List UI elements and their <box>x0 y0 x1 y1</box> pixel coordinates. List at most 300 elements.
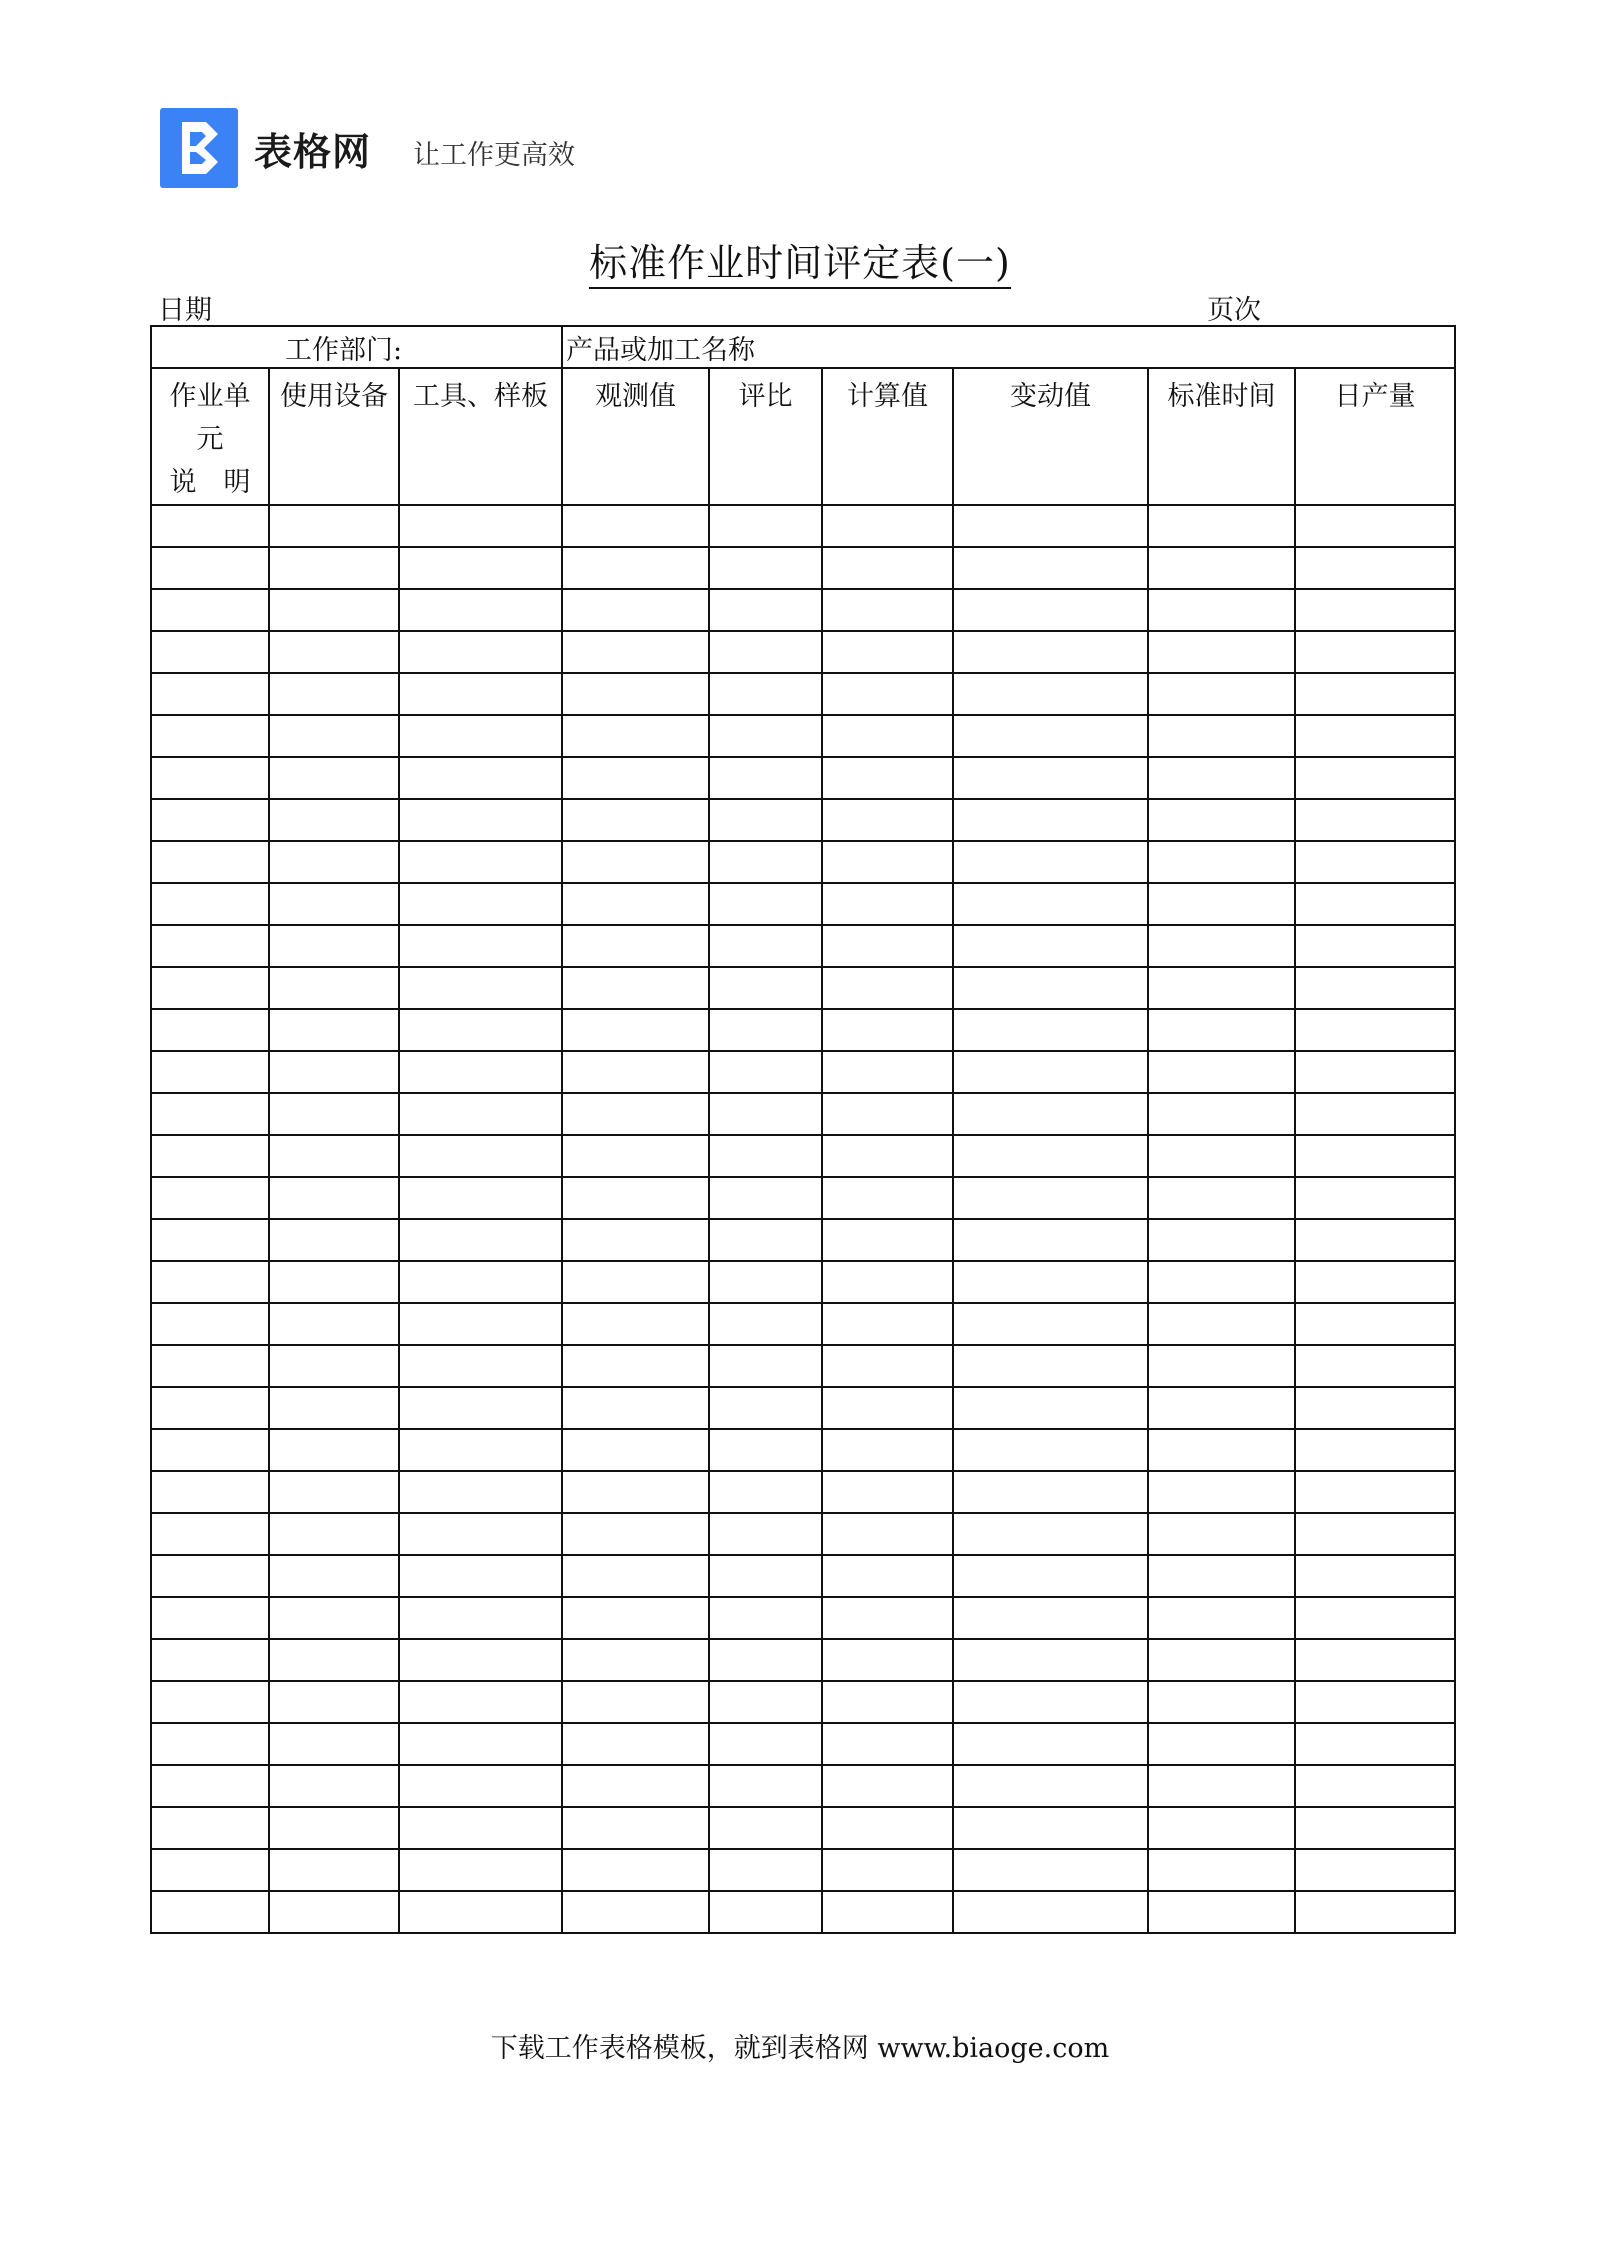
cell-tools[interactable] <box>399 1639 562 1681</box>
cell-calculated[interactable] <box>822 883 953 925</box>
cell-variable[interactable] <box>953 547 1148 589</box>
cell-rating[interactable] <box>709 1807 822 1849</box>
cell-calculated[interactable] <box>822 1093 953 1135</box>
cell-daily-output[interactable] <box>1295 883 1455 925</box>
cell-variable[interactable] <box>953 799 1148 841</box>
cell-variable[interactable] <box>953 1387 1148 1429</box>
cell-standard-time[interactable] <box>1148 715 1295 757</box>
cell-rating[interactable] <box>709 1639 822 1681</box>
cell-rating[interactable] <box>709 1009 822 1051</box>
cell-observed[interactable] <box>562 1345 709 1387</box>
cell-unit-description[interactable] <box>151 1597 269 1639</box>
cell-calculated[interactable] <box>822 1219 953 1261</box>
cell-tools[interactable] <box>399 715 562 757</box>
cell-rating[interactable] <box>709 1303 822 1345</box>
cell-tools[interactable] <box>399 1555 562 1597</box>
cell-equipment[interactable] <box>269 1219 399 1261</box>
cell-rating[interactable] <box>709 1093 822 1135</box>
cell-tools[interactable] <box>399 1765 562 1807</box>
cell-calculated[interactable] <box>822 1471 953 1513</box>
cell-equipment[interactable] <box>269 1093 399 1135</box>
cell-rating[interactable] <box>709 757 822 799</box>
cell-daily-output[interactable] <box>1295 1051 1455 1093</box>
cell-standard-time[interactable] <box>1148 589 1295 631</box>
cell-equipment[interactable] <box>269 1807 399 1849</box>
cell-variable[interactable] <box>953 1807 1148 1849</box>
cell-unit-description[interactable] <box>151 757 269 799</box>
cell-observed[interactable] <box>562 841 709 883</box>
cell-calculated[interactable] <box>822 1555 953 1597</box>
cell-unit-description[interactable] <box>151 1177 269 1219</box>
cell-variable[interactable] <box>953 1135 1148 1177</box>
cell-daily-output[interactable] <box>1295 1093 1455 1135</box>
cell-daily-output[interactable] <box>1295 1387 1455 1429</box>
cell-calculated[interactable] <box>822 1009 953 1051</box>
cell-rating[interactable] <box>709 1765 822 1807</box>
cell-tools[interactable] <box>399 631 562 673</box>
cell-observed[interactable] <box>562 1555 709 1597</box>
cell-observed[interactable] <box>562 1681 709 1723</box>
cell-unit-description[interactable] <box>151 1891 269 1933</box>
cell-tools[interactable] <box>399 799 562 841</box>
cell-tools[interactable] <box>399 1261 562 1303</box>
cell-unit-description[interactable] <box>151 1009 269 1051</box>
cell-equipment[interactable] <box>269 631 399 673</box>
cell-unit-description[interactable] <box>151 883 269 925</box>
cell-unit-description[interactable] <box>151 1051 269 1093</box>
cell-rating[interactable] <box>709 547 822 589</box>
cell-unit-description[interactable] <box>151 1093 269 1135</box>
cell-unit-description[interactable] <box>151 589 269 631</box>
cell-daily-output[interactable] <box>1295 1303 1455 1345</box>
cell-unit-description[interactable] <box>151 505 269 547</box>
cell-calculated[interactable] <box>822 1765 953 1807</box>
cell-rating[interactable] <box>709 673 822 715</box>
cell-standard-time[interactable] <box>1148 1597 1295 1639</box>
cell-calculated[interactable] <box>822 505 953 547</box>
cell-unit-description[interactable] <box>151 1429 269 1471</box>
cell-standard-time[interactable] <box>1148 547 1295 589</box>
cell-variable[interactable] <box>953 1765 1148 1807</box>
cell-equipment[interactable] <box>269 1723 399 1765</box>
cell-unit-description[interactable] <box>151 715 269 757</box>
cell-daily-output[interactable] <box>1295 1807 1455 1849</box>
cell-variable[interactable] <box>953 631 1148 673</box>
cell-calculated[interactable] <box>822 1135 953 1177</box>
cell-tools[interactable] <box>399 1513 562 1555</box>
cell-observed[interactable] <box>562 1387 709 1429</box>
cell-daily-output[interactable] <box>1295 673 1455 715</box>
cell-standard-time[interactable] <box>1148 757 1295 799</box>
cell-calculated[interactable] <box>822 1429 953 1471</box>
cell-equipment[interactable] <box>269 1429 399 1471</box>
cell-equipment[interactable] <box>269 1177 399 1219</box>
cell-observed[interactable] <box>562 1807 709 1849</box>
cell-observed[interactable] <box>562 1219 709 1261</box>
cell-equipment[interactable] <box>269 799 399 841</box>
cell-variable[interactable] <box>953 1345 1148 1387</box>
cell-observed[interactable] <box>562 1639 709 1681</box>
cell-rating[interactable] <box>709 1177 822 1219</box>
cell-rating[interactable] <box>709 1681 822 1723</box>
cell-rating[interactable] <box>709 883 822 925</box>
cell-daily-output[interactable] <box>1295 631 1455 673</box>
cell-tools[interactable] <box>399 1177 562 1219</box>
cell-standard-time[interactable] <box>1148 673 1295 715</box>
cell-daily-output[interactable] <box>1295 1639 1455 1681</box>
cell-standard-time[interactable] <box>1148 1429 1295 1471</box>
cell-daily-output[interactable] <box>1295 1849 1455 1891</box>
cell-standard-time[interactable] <box>1148 1639 1295 1681</box>
cell-rating[interactable] <box>709 715 822 757</box>
cell-tools[interactable] <box>399 1093 562 1135</box>
cell-rating[interactable] <box>709 1387 822 1429</box>
cell-standard-time[interactable] <box>1148 1681 1295 1723</box>
cell-calculated[interactable] <box>822 1177 953 1219</box>
cell-standard-time[interactable] <box>1148 1345 1295 1387</box>
cell-tools[interactable] <box>399 1849 562 1891</box>
cell-tools[interactable] <box>399 547 562 589</box>
cell-unit-description[interactable] <box>151 1765 269 1807</box>
cell-standard-time[interactable] <box>1148 1723 1295 1765</box>
cell-rating[interactable] <box>709 1471 822 1513</box>
cell-tools[interactable] <box>399 1471 562 1513</box>
cell-standard-time[interactable] <box>1148 505 1295 547</box>
cell-rating[interactable] <box>709 1261 822 1303</box>
cell-observed[interactable] <box>562 1009 709 1051</box>
cell-tools[interactable] <box>399 1723 562 1765</box>
cell-rating[interactable] <box>709 631 822 673</box>
cell-standard-time[interactable] <box>1148 841 1295 883</box>
cell-daily-output[interactable] <box>1295 1219 1455 1261</box>
cell-standard-time[interactable] <box>1148 967 1295 1009</box>
cell-observed[interactable] <box>562 715 709 757</box>
cell-standard-time[interactable] <box>1148 1009 1295 1051</box>
cell-observed[interactable] <box>562 1849 709 1891</box>
cell-standard-time[interactable] <box>1148 1219 1295 1261</box>
cell-variable[interactable] <box>953 1471 1148 1513</box>
cell-observed[interactable] <box>562 757 709 799</box>
cell-rating[interactable] <box>709 1345 822 1387</box>
cell-observed[interactable] <box>562 1135 709 1177</box>
cell-tools[interactable] <box>399 1891 562 1933</box>
cell-calculated[interactable] <box>822 1807 953 1849</box>
cell-tools[interactable] <box>399 925 562 967</box>
cell-variable[interactable] <box>953 883 1148 925</box>
cell-variable[interactable] <box>953 1681 1148 1723</box>
cell-equipment[interactable] <box>269 589 399 631</box>
cell-variable[interactable] <box>953 1051 1148 1093</box>
cell-observed[interactable] <box>562 505 709 547</box>
cell-variable[interactable] <box>953 1555 1148 1597</box>
cell-calculated[interactable] <box>822 1261 953 1303</box>
cell-daily-output[interactable] <box>1295 1429 1455 1471</box>
cell-variable[interactable] <box>953 1429 1148 1471</box>
cell-unit-description[interactable] <box>151 673 269 715</box>
cell-equipment[interactable] <box>269 1345 399 1387</box>
cell-equipment[interactable] <box>269 505 399 547</box>
cell-equipment[interactable] <box>269 1639 399 1681</box>
cell-calculated[interactable] <box>822 1639 953 1681</box>
cell-variable[interactable] <box>953 1639 1148 1681</box>
cell-equipment[interactable] <box>269 1303 399 1345</box>
cell-daily-output[interactable] <box>1295 1009 1455 1051</box>
cell-tools[interactable] <box>399 1051 562 1093</box>
cell-unit-description[interactable] <box>151 1513 269 1555</box>
cell-rating[interactable] <box>709 589 822 631</box>
cell-daily-output[interactable] <box>1295 1681 1455 1723</box>
cell-observed[interactable] <box>562 883 709 925</box>
cell-standard-time[interactable] <box>1148 1303 1295 1345</box>
cell-variable[interactable] <box>953 925 1148 967</box>
cell-rating[interactable] <box>709 1891 822 1933</box>
cell-variable[interactable] <box>953 1009 1148 1051</box>
cell-calculated[interactable] <box>822 1723 953 1765</box>
cell-calculated[interactable] <box>822 547 953 589</box>
cell-equipment[interactable] <box>269 547 399 589</box>
cell-daily-output[interactable] <box>1295 1765 1455 1807</box>
cell-observed[interactable] <box>562 1093 709 1135</box>
cell-tools[interactable] <box>399 841 562 883</box>
cell-standard-time[interactable] <box>1148 1051 1295 1093</box>
cell-observed[interactable] <box>562 547 709 589</box>
cell-variable[interactable] <box>953 1723 1148 1765</box>
cell-equipment[interactable] <box>269 1849 399 1891</box>
cell-standard-time[interactable] <box>1148 1807 1295 1849</box>
cell-tools[interactable] <box>399 505 562 547</box>
cell-equipment[interactable] <box>269 883 399 925</box>
cell-daily-output[interactable] <box>1295 1597 1455 1639</box>
cell-standard-time[interactable] <box>1148 1513 1295 1555</box>
cell-equipment[interactable] <box>269 1387 399 1429</box>
cell-unit-description[interactable] <box>151 1807 269 1849</box>
cell-daily-output[interactable] <box>1295 547 1455 589</box>
cell-unit-description[interactable] <box>151 547 269 589</box>
cell-equipment[interactable] <box>269 925 399 967</box>
cell-standard-time[interactable] <box>1148 883 1295 925</box>
cell-unit-description[interactable] <box>151 1387 269 1429</box>
cell-rating[interactable] <box>709 1429 822 1471</box>
cell-standard-time[interactable] <box>1148 1555 1295 1597</box>
cell-calculated[interactable] <box>822 1051 953 1093</box>
cell-calculated[interactable] <box>822 925 953 967</box>
cell-daily-output[interactable] <box>1295 1135 1455 1177</box>
cell-calculated[interactable] <box>822 1513 953 1555</box>
cell-equipment[interactable] <box>269 1135 399 1177</box>
cell-unit-description[interactable] <box>151 1261 269 1303</box>
cell-variable[interactable] <box>953 1849 1148 1891</box>
cell-equipment[interactable] <box>269 715 399 757</box>
cell-daily-output[interactable] <box>1295 1177 1455 1219</box>
cell-unit-description[interactable] <box>151 1345 269 1387</box>
cell-calculated[interactable] <box>822 1891 953 1933</box>
cell-rating[interactable] <box>709 1219 822 1261</box>
cell-observed[interactable] <box>562 967 709 1009</box>
cell-daily-output[interactable] <box>1295 1471 1455 1513</box>
cell-unit-description[interactable] <box>151 1639 269 1681</box>
cell-calculated[interactable] <box>822 1849 953 1891</box>
cell-tools[interactable] <box>399 883 562 925</box>
cell-daily-output[interactable] <box>1295 589 1455 631</box>
cell-variable[interactable] <box>953 1891 1148 1933</box>
cell-equipment[interactable] <box>269 1891 399 1933</box>
cell-tools[interactable] <box>399 1429 562 1471</box>
cell-tools[interactable] <box>399 1597 562 1639</box>
cell-equipment[interactable] <box>269 967 399 1009</box>
cell-rating[interactable] <box>709 505 822 547</box>
cell-calculated[interactable] <box>822 1303 953 1345</box>
cell-observed[interactable] <box>562 1765 709 1807</box>
cell-daily-output[interactable] <box>1295 925 1455 967</box>
cell-tools[interactable] <box>399 1387 562 1429</box>
cell-rating[interactable] <box>709 1135 822 1177</box>
cell-variable[interactable] <box>953 967 1148 1009</box>
cell-equipment[interactable] <box>269 757 399 799</box>
cell-equipment[interactable] <box>269 1513 399 1555</box>
cell-observed[interactable] <box>562 1177 709 1219</box>
cell-variable[interactable] <box>953 757 1148 799</box>
cell-standard-time[interactable] <box>1148 1471 1295 1513</box>
cell-observed[interactable] <box>562 631 709 673</box>
cell-observed[interactable] <box>562 1051 709 1093</box>
cell-variable[interactable] <box>953 1597 1148 1639</box>
cell-standard-time[interactable] <box>1148 1177 1295 1219</box>
cell-unit-description[interactable] <box>151 1471 269 1513</box>
cell-rating[interactable] <box>709 925 822 967</box>
cell-tools[interactable] <box>399 1303 562 1345</box>
cell-variable[interactable] <box>953 715 1148 757</box>
cell-equipment[interactable] <box>269 1261 399 1303</box>
cell-tools[interactable] <box>399 1345 562 1387</box>
cell-standard-time[interactable] <box>1148 1135 1295 1177</box>
cell-unit-description[interactable] <box>151 1303 269 1345</box>
cell-unit-description[interactable] <box>151 1723 269 1765</box>
cell-observed[interactable] <box>562 1261 709 1303</box>
cell-calculated[interactable] <box>822 799 953 841</box>
cell-rating[interactable] <box>709 967 822 1009</box>
cell-calculated[interactable] <box>822 631 953 673</box>
cell-daily-output[interactable] <box>1295 505 1455 547</box>
cell-standard-time[interactable] <box>1148 631 1295 673</box>
cell-tools[interactable] <box>399 673 562 715</box>
cell-variable[interactable] <box>953 1513 1148 1555</box>
cell-unit-description[interactable] <box>151 1219 269 1261</box>
cell-calculated[interactable] <box>822 841 953 883</box>
cell-rating[interactable] <box>709 1723 822 1765</box>
cell-variable[interactable] <box>953 505 1148 547</box>
cell-daily-output[interactable] <box>1295 1891 1455 1933</box>
cell-equipment[interactable] <box>269 841 399 883</box>
cell-unit-description[interactable] <box>151 1849 269 1891</box>
cell-unit-description[interactable] <box>151 925 269 967</box>
cell-tools[interactable] <box>399 1807 562 1849</box>
cell-calculated[interactable] <box>822 589 953 631</box>
cell-tools[interactable] <box>399 1219 562 1261</box>
cell-calculated[interactable] <box>822 1387 953 1429</box>
cell-tools[interactable] <box>399 967 562 1009</box>
cell-equipment[interactable] <box>269 1597 399 1639</box>
cell-standard-time[interactable] <box>1148 925 1295 967</box>
cell-tools[interactable] <box>399 1009 562 1051</box>
cell-calculated[interactable] <box>822 757 953 799</box>
cell-standard-time[interactable] <box>1148 799 1295 841</box>
cell-rating[interactable] <box>709 841 822 883</box>
cell-rating[interactable] <box>709 1555 822 1597</box>
cell-equipment[interactable] <box>269 1051 399 1093</box>
cell-equipment[interactable] <box>269 1765 399 1807</box>
cell-daily-output[interactable] <box>1295 799 1455 841</box>
cell-variable[interactable] <box>953 589 1148 631</box>
cell-standard-time[interactable] <box>1148 1093 1295 1135</box>
cell-equipment[interactable] <box>269 1555 399 1597</box>
cell-variable[interactable] <box>953 1261 1148 1303</box>
cell-daily-output[interactable] <box>1295 1261 1455 1303</box>
cell-daily-output[interactable] <box>1295 757 1455 799</box>
cell-rating[interactable] <box>709 1051 822 1093</box>
cell-calculated[interactable] <box>822 715 953 757</box>
cell-standard-time[interactable] <box>1148 1891 1295 1933</box>
cell-tools[interactable] <box>399 1135 562 1177</box>
cell-equipment[interactable] <box>269 1471 399 1513</box>
cell-rating[interactable] <box>709 1597 822 1639</box>
cell-observed[interactable] <box>562 1429 709 1471</box>
cell-calculated[interactable] <box>822 1345 953 1387</box>
cell-observed[interactable] <box>562 589 709 631</box>
cell-standard-time[interactable] <box>1148 1765 1295 1807</box>
cell-standard-time[interactable] <box>1148 1387 1295 1429</box>
cell-calculated[interactable] <box>822 1681 953 1723</box>
cell-observed[interactable] <box>562 1891 709 1933</box>
cell-variable[interactable] <box>953 1093 1148 1135</box>
cell-equipment[interactable] <box>269 1009 399 1051</box>
cell-daily-output[interactable] <box>1295 1555 1455 1597</box>
cell-standard-time[interactable] <box>1148 1849 1295 1891</box>
cell-variable[interactable] <box>953 1177 1148 1219</box>
cell-variable[interactable] <box>953 673 1148 715</box>
cell-daily-output[interactable] <box>1295 967 1455 1009</box>
cell-unit-description[interactable] <box>151 799 269 841</box>
cell-observed[interactable] <box>562 925 709 967</box>
cell-daily-output[interactable] <box>1295 1513 1455 1555</box>
cell-calculated[interactable] <box>822 1597 953 1639</box>
cell-unit-description[interactable] <box>151 1681 269 1723</box>
cell-rating[interactable] <box>709 799 822 841</box>
cell-observed[interactable] <box>562 799 709 841</box>
cell-observed[interactable] <box>562 673 709 715</box>
cell-unit-description[interactable] <box>151 631 269 673</box>
cell-standard-time[interactable] <box>1148 1261 1295 1303</box>
cell-observed[interactable] <box>562 1471 709 1513</box>
cell-rating[interactable] <box>709 1513 822 1555</box>
cell-daily-output[interactable] <box>1295 1345 1455 1387</box>
cell-tools[interactable] <box>399 1681 562 1723</box>
cell-daily-output[interactable] <box>1295 1723 1455 1765</box>
cell-tools[interactable] <box>399 757 562 799</box>
cell-daily-output[interactable] <box>1295 715 1455 757</box>
cell-observed[interactable] <box>562 1303 709 1345</box>
cell-unit-description[interactable] <box>151 841 269 883</box>
cell-tools[interactable] <box>399 589 562 631</box>
cell-rating[interactable] <box>709 1849 822 1891</box>
cell-calculated[interactable] <box>822 967 953 1009</box>
cell-variable[interactable] <box>953 841 1148 883</box>
cell-observed[interactable] <box>562 1513 709 1555</box>
cell-observed[interactable] <box>562 1597 709 1639</box>
cell-equipment[interactable] <box>269 673 399 715</box>
cell-unit-description[interactable] <box>151 1135 269 1177</box>
cell-unit-description[interactable] <box>151 1555 269 1597</box>
cell-daily-output[interactable] <box>1295 841 1455 883</box>
